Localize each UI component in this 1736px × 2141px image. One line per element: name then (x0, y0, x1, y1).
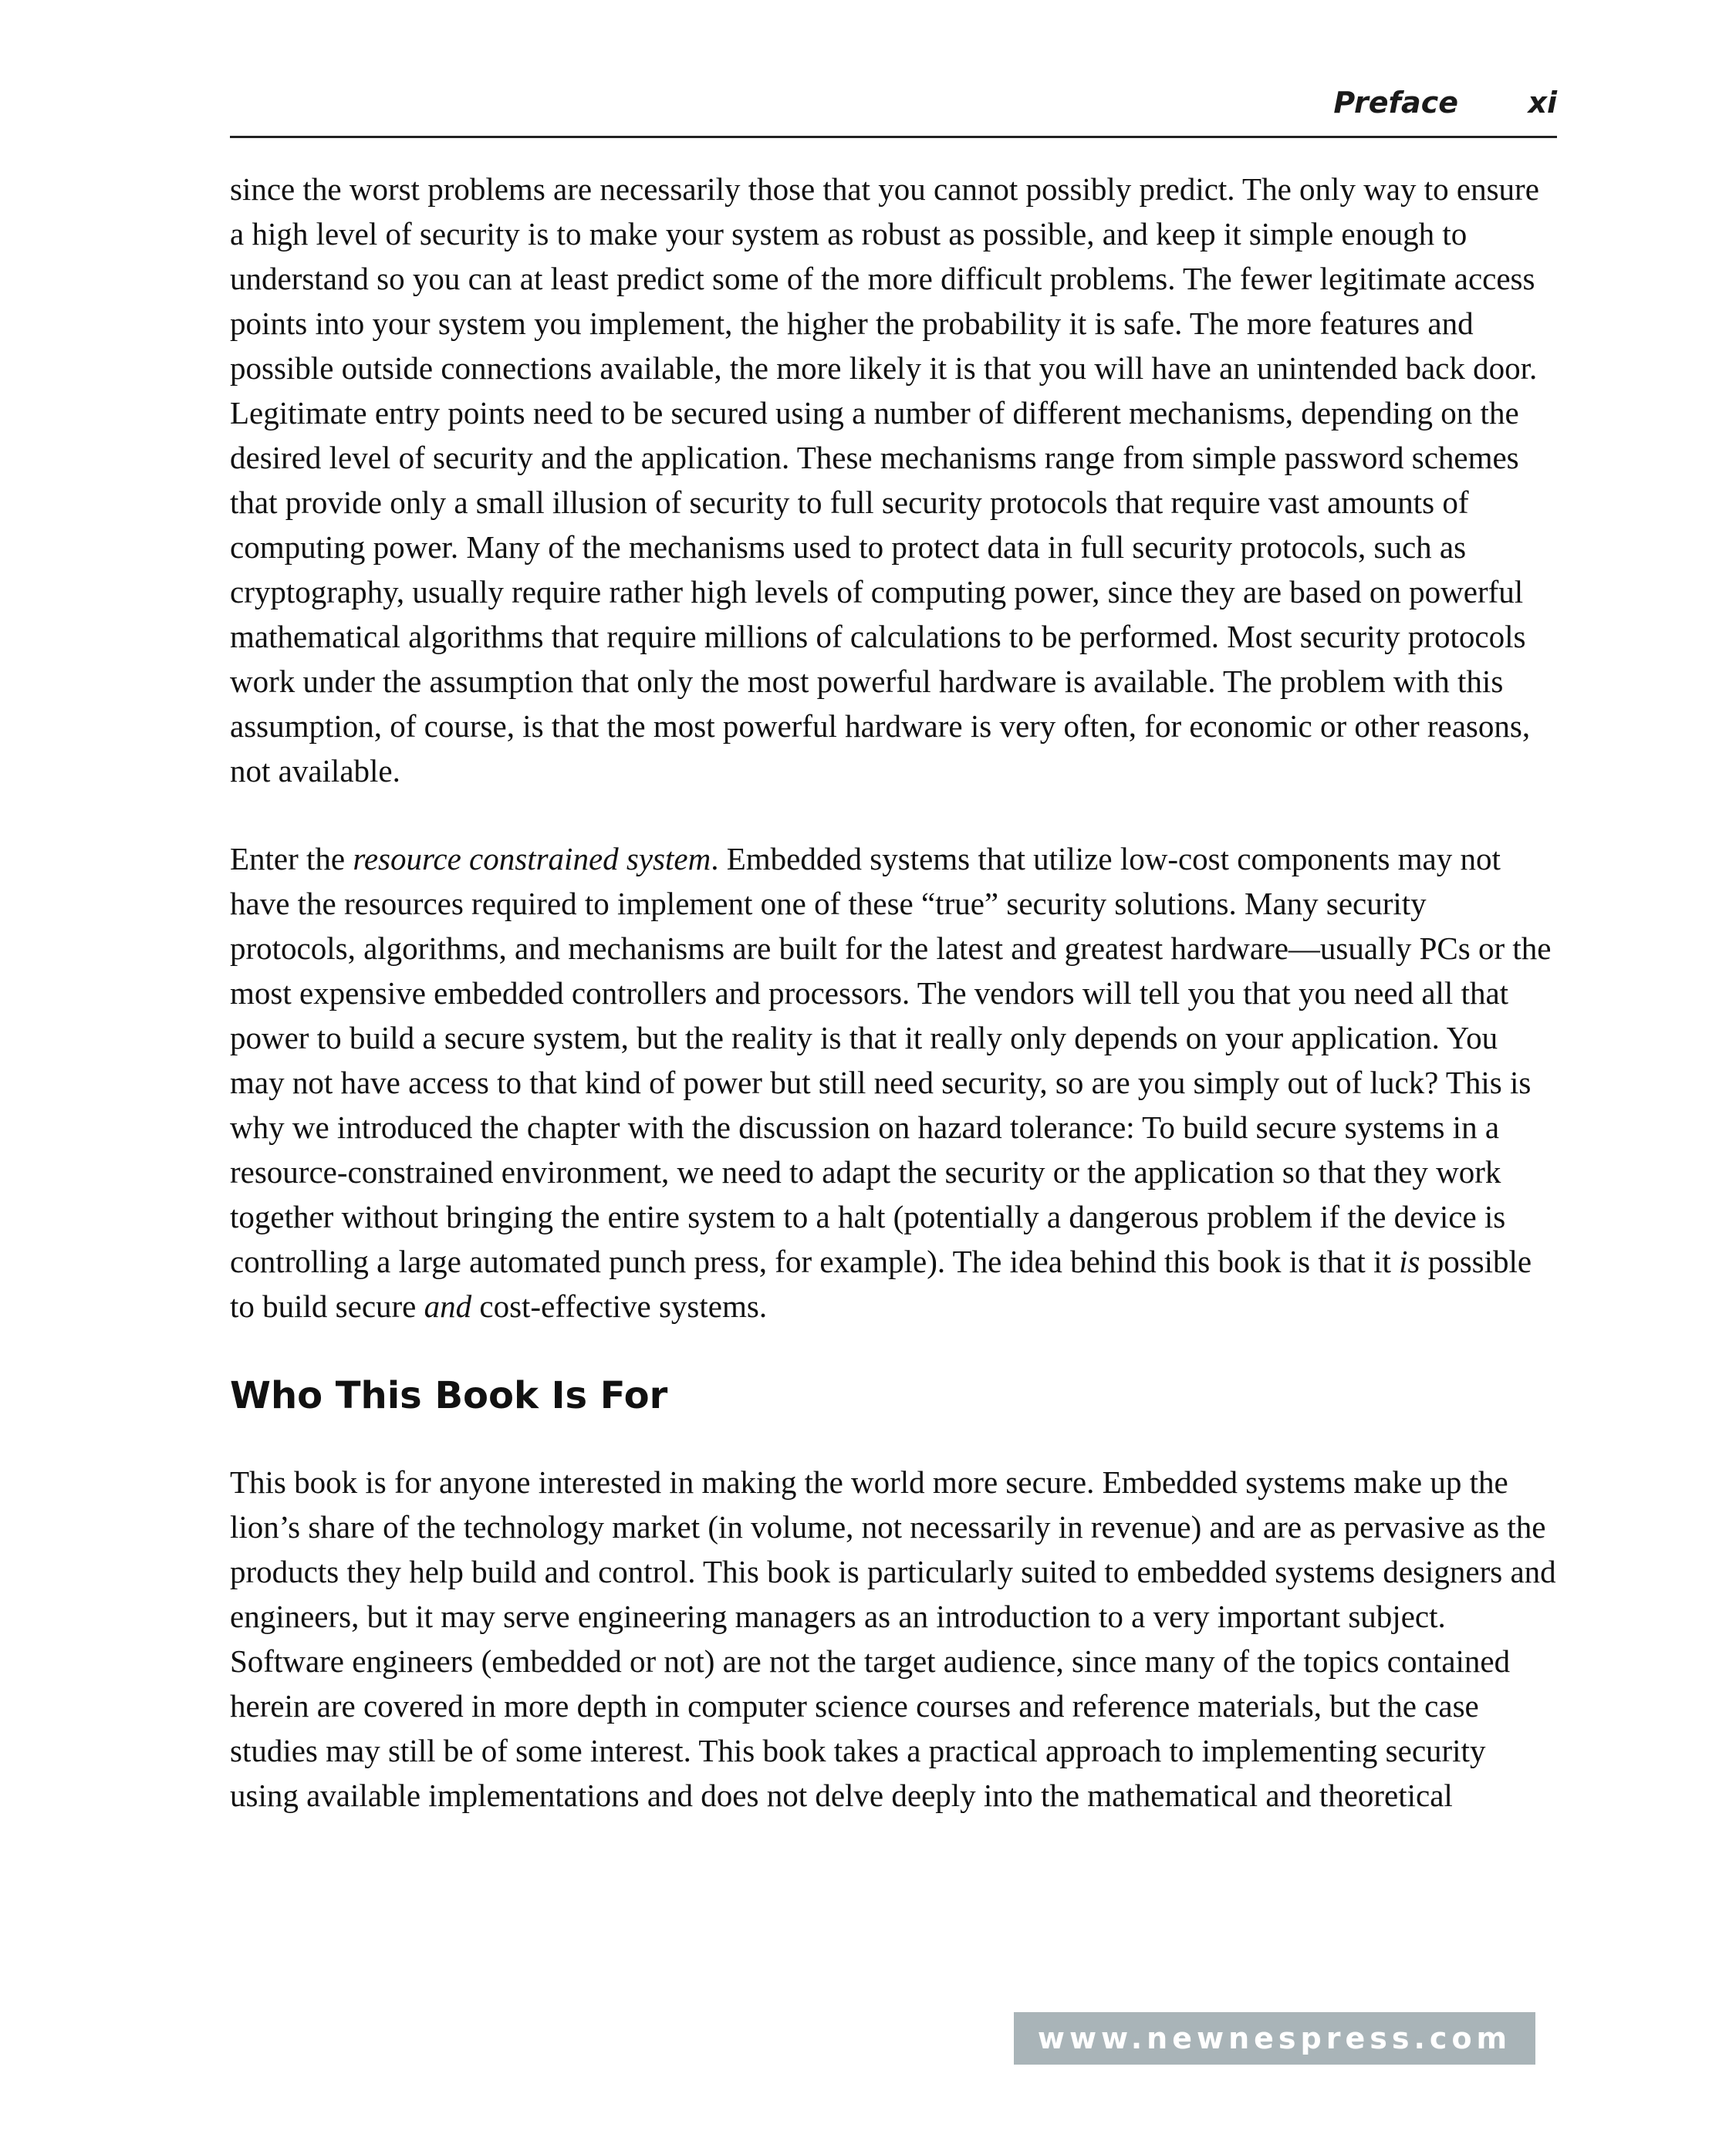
paragraph-gap (230, 793, 1557, 836)
paragraph-2-text-end: cost-effective systems. (471, 1288, 768, 1324)
page-body (230, 167, 1557, 1818)
header-rule (230, 136, 1557, 138)
paragraph-2-text-start: Enter the (230, 841, 353, 876)
emphasis-is: is (1399, 1244, 1420, 1279)
emphasis-resource-constrained-system: resource constrained system (353, 841, 711, 876)
paragraph-2 (230, 836, 1557, 1329)
section-heading-who-this-book-is-for: Who This Book Is For (230, 1374, 668, 1417)
paragraph-1: since the worst problems are necessarily those that you cannot possibly predict. The only way to ensure a high level of security is to make your system as robust as possible, and keep it simple enough to understand so you can at least predict some of the more difficult problems. The fewer legitimate access points into your system you implement, the higher the probability it is safe. The more features and possible outside connections available, the more likely it is that you will have an unintended back door. Legitimate entry points need to be secured using a number of different mechanisms, depending on the desired level of security and the application. These mechanisms range from simple password schemes that provide only a small illusion of security to full security protocols that require vast amounts of computing power. Many of the mechanisms used to protect data in full security protocols, such as cryptography, usually require rather high levels of computing power, since they are based on powerful mathematical algorithms that require millions of calculations to be performed. Most security protocols work under the assumption that only the most powerful hardware is available. The problem with this assumption, of course, is that the most powerful hardware is very often, for economic or other reasons, not available. (230, 171, 1539, 789)
running-header-section: Preface (1333, 86, 1458, 120)
paragraph-2-text-mid2: possible to build secure (230, 1244, 1532, 1324)
paragraph-2-text-mid: . Embedded systems that utilize low-cost components may not have the resources required to implement one of these “true” security solutions. Many security protocols, algorithms, and mechanisms are built for the latest and greatest hardware—usually PCs or the most expensive embedded controllers and processors. The vendors will tell you that you need all that power to build a secure system, but the reality is that it really only depends on your application. You may not have access to that kind of power but still need security, so are you simply out of luck? This is why we introduced the chapter with the discussion on hazard tolerance: To build secure systems in a resource-constrained environment, we need to adapt the security or the application so that they work together without bringing the entire system to a halt (potentially a dangerous problem if the device is controlling a large automated punch press, for example). The idea behind this book is that it (230, 841, 1552, 1279)
footer-url-band (1014, 2012, 1535, 2065)
emphasis-and: and (424, 1288, 472, 1324)
paragraph-3: This book is for anyone interested in making the world more secure. Embedded systems make up the lion’s share of the technology market (in volume, not necessarily in revenue) and are as pervasive as the products they help build and control. This book is particularly suited to embedded systems designers and engineers, but it may serve engineering managers as an introduction to a very important subject. Software engineers (embedded or not) are not the target audience, since many of the topics contained herein are covered in more depth in computer science courses and reference materials, but the case studies may still be of some interest. This book takes a practical approach to implementing security using available implementations and does not delve deeply into the mathematical and theoretical (230, 1464, 1556, 1813)
page-number: xi (1528, 86, 1557, 120)
footer-url: www.newnespress.com (1037, 2021, 1512, 2055)
running-header (230, 83, 1557, 134)
